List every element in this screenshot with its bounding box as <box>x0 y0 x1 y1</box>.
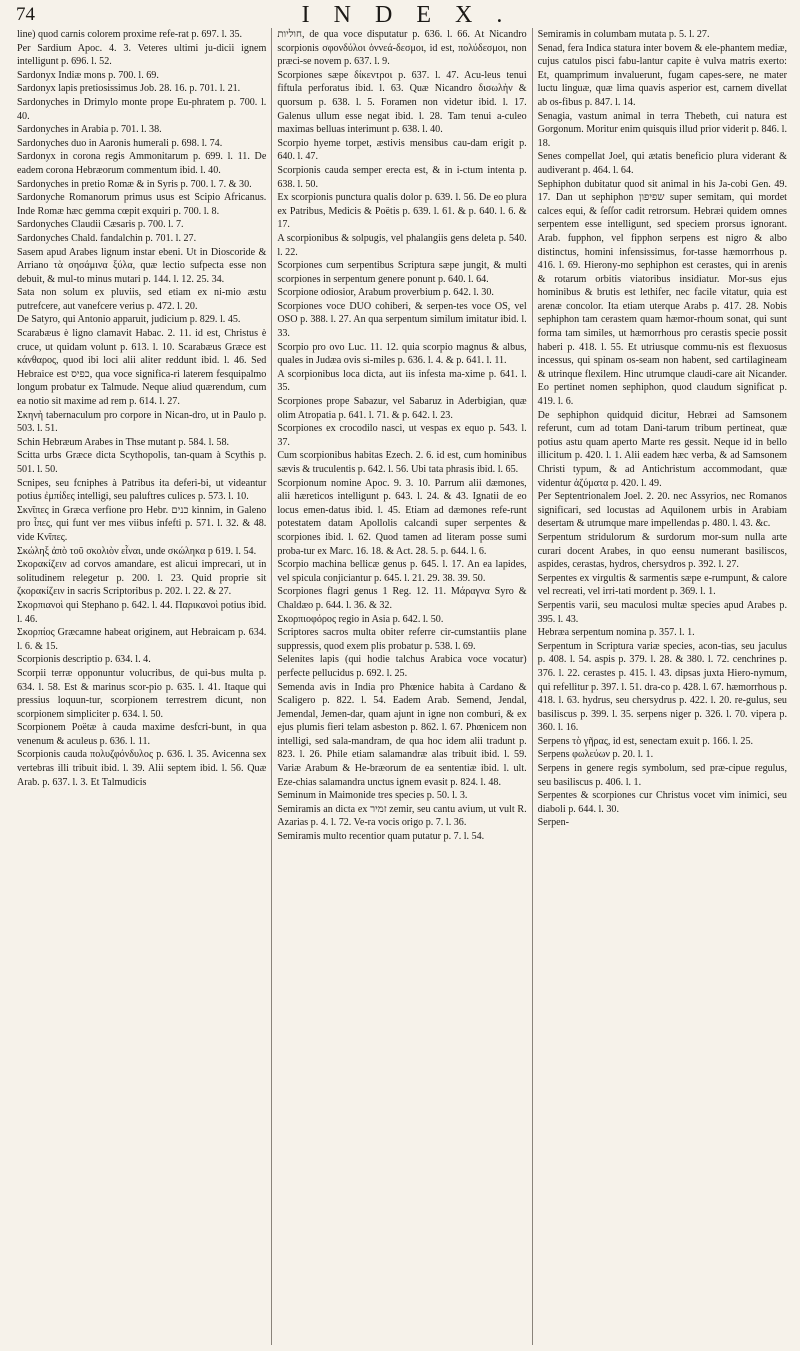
index-entry: Σκώληξ ἀπὸ τοῦ σκολιὸν εἶναι, unde σκώληκα p 619. l. 54. <box>17 545 257 557</box>
index-entry: Σκορπιοφόρος regio in Asia p. 642. l. 50. <box>277 613 444 625</box>
index-entry: A scorpionibus & solpugis, vel phalangiis gens deleta p. 540. l. 22. <box>277 232 527 258</box>
index-entry: Scorpiones cum serpentibus Scriptura sæpe jungit, & multi scorpiones in serpentum genere ponunt p. 640. l. 64. <box>277 260 527 285</box>
index-entry: Scorpio pro ovo Luc. 11. 12. quia scorpio magnus & albus, quales in Judæa ovis si-miles p. 636. l. 4. & p. 641. l. 11. <box>277 341 527 367</box>
index-entry: Senad, fera Indica statura inter bovem & ele-phantem mediæ, cujus catulos pisci fabu-lantur capite è vulva matris exerto: Et, quamprimum invaluerunt, fugam capes-sere, ne mater luctu linguæ, quæ lima quavis asperior est, carnem divellat ab os-fibus p. 847. l. 14. <box>537 42 787 108</box>
index-entry: Selenites lapis (qui hodie talchus Arabica voce vocatur) perfecte pellucidus p. 692. l. 25. <box>277 654 527 679</box>
index-entry: Sardonyches duo in Aaronis humerali p. 698. l. 74. <box>17 137 223 149</box>
index-entry: Cum scorpionibus habitas Ezech. 2. 6. id est, cum hominibus sævis & truculentis p. 642. l. 56. Ubi tata phrasis ibid. l. 65. <box>277 450 527 475</box>
index-entry: Scorpiones prope Sabazur, vel Sabaruz in Aderbigian, quæ olim Atropatia p. 641. l. 71. & p. 642. l. 23. <box>277 396 527 421</box>
index-entry: Semenda avis in India pro Phœnice habita à Cardano & Scaligero p. 822. l. 54. Eadem Arab. Semend, Jendal, Jemendal, Jemen-dar, quam ajunt in igne non comburi, & ex ejus plumis fieri telam asbeston p. 862. l. 67. Phœnicem non intelligi, sed sala-mandram, de qua hoc idem alii tradunt p. 823. l. 26. Phile etiam salamandræ alas tribuit ibid. l. 59. Variæ Arabum & He-bræorum de ea sententiæ ibid. l. ult. Eze-chias salamandra unctus ignem evasit p. 824. l. 48. <box>277 681 527 788</box>
index-entry: Sardonyches in Arabia p. 701. l. 38. <box>17 124 162 136</box>
index-entry: Σκνῖπες in Græca verfione pro Hebr. כנים kinnim, in Galeno pro ἶπες, qui funt ver mes viibus infefti p. 571. l. 32. & 48. vide Κνῖπες. <box>17 504 267 543</box>
index-entry: Schin Hebræum Arabes in Thse mutant p. 584. l. 58. <box>17 436 230 448</box>
index-entry: Serpentis varii, seu maculosi multæ species apud Arabes p. 395. l. 43. <box>537 599 787 625</box>
index-entry: Serpentum stridulorum & surdorum mor-sum nulla arte curari docent Arabes, in quo eensu numerant basiliscos, aspides, cerastas, hydros, chersydros p. 392. l. 27. <box>537 531 787 571</box>
index-entry: Semiramis in columbam mutata p. 5. l. 27. <box>537 29 710 40</box>
index-entry: Per Sardium Apoc. 4. 3. Veteres ultimi ju-dicii ignem intelligunt p. 696. l. 52. <box>17 42 267 68</box>
index-entry: Σκηνὴ tabernaculum pro corpore in Nican-dro, ut in Paulo p. 503. l. 51. <box>17 409 267 435</box>
index-entry: Σκορπίος Græcamne habeat originem, aut Hebraicam p. 634. l. 6. & 15. <box>17 627 267 652</box>
index-entry: Senagia, vastum animal in terra Thebeth, cui natura est Gorgonum. Moritur enim quisquis illud prior viderit p. 846. l. 18. <box>537 110 787 149</box>
index-entry: Seminum in Maimonide tres species p. 50. l. 3. <box>277 790 468 802</box>
index-entry: Serpentum in Scriptura variæ species, acon-tias, seu jaculus p. 408. l. 54. aspis p. 379. l. 28. & 380. l. 72. cenchrines p. 376. l. 22. cerastes p. 415. l. 43. dipsas juxta Hiero-nymum, qui refellitur p. 397. l. 51. dra-co p. 428. l. 67. hæmorrhous p. 418. l. 63. hydrus, seu chersydrus p. 422. l. 20. re-gulus, seu basiliscus p. 399. l. 35. serpens niger p. 326. l. 70. vipera p. 360. l. 16. <box>537 640 787 734</box>
index-entry: Sardonyx Indiæ mons p. 700. l. 69. <box>17 69 159 81</box>
index-entry: Sardonyx in corona regis Ammonitarum p. 699. l. 11. De eadem corona Hebræorum commentum ibid. l. 40. <box>17 151 267 176</box>
page-header <box>12 2 792 30</box>
index-entry: De sephiphon quidquid dicitur, Hebræi ad Samsonem referunt, cum ad totam Dani-tarum tribum pertineat, quæ potius astu quam aperto Marte res gessit. Neque id in bello illicitum p. 420. l. 1. Alii eadem hæc verba, & ad Samsonem Christi typum, & ad Antichristum accommodant, quæ videntur ἀζύματα p. 420. l. 49. <box>537 409 787 489</box>
index-entry: Scriptores sacros multa obiter referre cir-cumstantiis plane suppressis, quod exem plis probatur p. 538. l. 69. <box>277 627 527 652</box>
index-entry: Hebræa serpentum nomina p. 357. l. 1. <box>537 627 695 639</box>
running-title: INDEX. <box>301 2 527 28</box>
index-entry: Sardonyches in pretio Romæ & in Syris p. 700. l. 7. & 30. <box>17 178 252 190</box>
index-entry: Scorpio machina bellicæ genus p. 645. l. 17. An ea lapides, vel spicula conjiciantur p. 645. l. 21. 29. 38. 39. 50. <box>277 559 527 584</box>
index-entry: Senes compellat Joel, qui ætatis beneficio plura viderant & audiverant p. 464. l. 64. <box>537 151 787 176</box>
index-entry: Sasem apud Arabes lignum instar ebeni. Ut in Dioscoride & Arriano τὰ σησάμινα ξύλα, quæ lectio sufpecta esse non debuit, & mul-to minus mutari p. 144. l. 12. 25. 34. <box>17 246 267 285</box>
index-entry: חוליות, de qua voce disputatur p. 636. l. 66. At Nicandro scorpionis σφονδύλοι ὀννεά-δεσμοι, id est, πολύδεσμοι, non præci-se novem p. 637. l. 9. <box>277 29 527 68</box>
index-entry: Scorpione odiosior, Arabum proverbium p. 642. l. 30. <box>277 287 494 299</box>
index-entry: Sardonyche Romanorum primus usus est Scipio Africanus. Inde Romæ hæc gemma cœpit exquiri p. 700. l. 8. <box>17 192 267 217</box>
index-entry: Serpens φωλεύων p. 20. l. 1. <box>537 749 654 761</box>
index-entry: Serpens in genere regis symbolum, sed præ-cipue regulus, seu basiliscus p. 406. l. 1. <box>537 763 787 788</box>
index-columns <box>12 28 792 1345</box>
index-entry: Sardonyches Claudii Cæsaris p. 700. l. 7. <box>17 219 184 231</box>
index-entry: Semiramis an dicta ex זמיר zemir, seu cantu avium, ut vult R. Azarias p. 4. l. 72. Ve-ra vocis origo p. 7. l. 36. <box>277 803 527 829</box>
index-entry: Scorpionis cauda πολυζφόνδυλος p. 636. l. 35. Avicenna sex vertebras illi tribuit ibid. l. 39. Alii septem ibid. l. 56. Quæ Arab. p. 637. l. 3. Et Talmudicis <box>17 749 267 788</box>
index-entry: Sardonyches in Drimylo monte prope Eu-phratem p. 700. l. 40. <box>17 96 267 122</box>
index-column-middle <box>271 28 531 1345</box>
index-entry: Scorpionis cauda semper erecta est, & in i-ctum intenta p. 638. l. 50. <box>277 164 527 190</box>
index-entry: Sephiphon dubitatur quod sit animal in his Ja-cobi Gen. 49. 17. Dan ut sephiphon שפיפון super semitam, qui mordet calces equi, & ſeſſor cadit retrorsum. Hebræi quidem omnes serpentem esse intelligunt, sed speciem prorsus ignorant. Arab. fupphon, vel fipphon serpens est nigro & albo distinctus, homini infensissimus, for-tasse hæmorrhous p. 416. l. 69. Hierony-mo sephiphon est cerastes, qui in arenis & rotarum orbitis viatoribus insidiatur. Mor-sus ejus hominibus & brutis est lethifer, nec facile vitatur, quia est arenæ concolor. Ita etiam uterque Arabs p. 417. 28. Nobis sephiphon tam cerastem quam hæmor-rhoum sonat, qui sunt forma tam similes, ut hæmorrhous pro cerastis specie possit haberi p. 418. l. 55. Et utriusque commu-nis est flexuosus incessus, qui spinam os-seam non habent, sed cartilagineam & utrinque flexilem. Hinc utrumque claudi-care ait Nicander. Eo pertinet nomen sephiphon, quod claudum significat p. 419. l. 6. <box>537 178 787 408</box>
index-entry: Scorpionum nomine Apoc. 9. 3. 10. Parrum alii dæmones, alii hæreticos intelligunt p. 643. l. 24. & 43. Ignatii de eo locus emen-datus ibid. l. 45. Etiam ad dæmones refe-runt potestatem datam Apollolis calcandi super serpentes & scorpiones ibid. l. 62. Quod tamen ad literam posse sumi proba-tur ex Marc. 16. 18. & Act. 28. 5. p. 644. l. 6. <box>277 477 527 557</box>
index-entry: Serpentes ex virgultis & sarmentis sæpe e-rumpunt, & calore vel recreati, vel irri-tati mordent p. 369. l. 1. <box>537 572 787 598</box>
index-entry: Ex scorpionis punctura qualis dolor p. 639. l. 56. De eo plura ex Patribus, Medicis & Poëtis p. 639. l. 61. & p. 640. l. 6. & 17. <box>277 192 527 231</box>
page-number: 74 <box>16 4 35 25</box>
index-entry: Scnipes, seu fcniphes à Patribus ita deferi-bi, ut videantur potius ἐμπίδες intelligi, seu paluftres culices p. 573. l. 10. <box>17 477 267 503</box>
index-column-right <box>532 28 792 1345</box>
index-entry: Scorpionem Poëtæ à cauda maxime desfcri-bunt, in qua venenum & aculeus p. 636. l. 11. <box>17 722 267 747</box>
index-entry: Scorpionis descriptio p. 634. l. 4. <box>17 654 151 666</box>
index-entry: Σκορακίζειν ad corvos amandare, est alicui imprecari, ut in solitudinem relegetur p. 200. l. 23. Quid proprie sit ζκορακίζειν in sacris Scriptoribus p. 202. l. 22. & 27. <box>17 559 267 598</box>
index-entry: Scorpiones sæpe δίκεντροι p. 637. l. 47. Acu-leus tenui fiftula perforatus ibid. l. 63. Quæ Nicandro δισωλὴν & quorsum p. 638. l. 5. Foramen non videtur ibid. l. 17. Galenus ullum esse negat ibid. l. 28. Tam tenui a-culeo maximas belluas interimunt p. 638. l. 40. <box>277 69 527 136</box>
index-entry: Sata non solum ex pluviis, sed etiam ex ni-mio æstu putrefcere, aut vanefcere verius p. 472. l. 20. <box>17 287 267 312</box>
index-entry: line) quod carnis colorem proxime refe-rat p. 697. l. 35. <box>17 29 243 40</box>
index-entry: Serpen- <box>537 817 570 829</box>
index-entry: Scorpiones flagri genus 1 Reg. 12. 11. Μάραγνα Syro & Chaldæo p. 644. l. 36. & 32. <box>277 586 527 611</box>
index-entry: Σκορπιανοὶ qui Stephano p. 642. l. 44. Παρικανοὶ potius ibid. l. 46. <box>17 599 267 625</box>
index-entry: Serpens τὸ γῆρας, id est, senectam exuit p. 166. l. 25. <box>537 735 754 747</box>
index-entry: Scorpiones voce DUO cohiberi, & serpen-tes voce OS, vel OSO p. 388. l. 27. An qua serpentum similum imitatur ibid. l. 33. <box>277 300 527 340</box>
index-entry: Scorpii terræ opponuntur volucribus, de qui-bus multa p. 634. l. 58. Est & marinus scor-pio p. 635. l. 41. Itaque qui pressius loquun-tur, scorpionem terrestrem dicunt, non scorpionem simpliciter p. 634. l. 50. <box>17 667 267 720</box>
index-entry: Scitta urbs Græce dicta Scythopolis, tan-quam à Scythis p. 501. l. 50. <box>17 450 267 475</box>
index-entry: Scarabæus è ligno clamavit Habac. 2. 11. id est, Christus è cruce, ut quidam volunt p. 613. l. 10. Scarabæus Græce est κάνθαρος, quod ibi loci alii aliter reddunt ibid. l. 46. Sed Hebraice est כפיס, qua voce significa-ri laterem fesquipalmo longum probatur ex Talmude. Neque aliud quærendum, cum ea notio sit maxime ad rem p. 614. l. 27. <box>17 328 267 408</box>
index-entry: De Satyro, qui Antonio apparuit, judicium p. 829. l. 45. <box>17 314 241 326</box>
index-entry: Per Septentrionalem Joel. 2. 20. nec Assyrios, nec Romanos significari, sed locustas ad Aquilonem urbis in Arabiam desertam & utrumque mare impellendas p. 480. l. 43. &c. <box>537 491 787 530</box>
index-entry: Sardonyx lapis pretiosissimus Job. 28. 16. p. 701. l. 21. <box>17 83 241 95</box>
index-entry: A scorpionibus loca dicta, aut iis infesta ma-xime p. 641. l. 35. <box>277 368 527 394</box>
index-entry: Scorpiones ex crocodilo nasci, ut vespas ex equo p. 543. l. 37. <box>277 423 527 448</box>
index-column-left <box>12 28 271 1345</box>
index-entry: Semiramis multo recentior quam putatur p. 7. l. 54. <box>277 831 485 843</box>
index-entry: Sardonyches Chald. fandalchin p. 701. l. 27. <box>17 232 197 244</box>
index-entry: Scorpio hyeme torpet, æstivis mensibus cau-dam erigit p. 640. l. 47. <box>277 137 527 163</box>
index-entry: Serpentes & scorpiones cur Christus vocet vim inimici, seu diaboli p. 644. l. 30. <box>537 790 787 815</box>
